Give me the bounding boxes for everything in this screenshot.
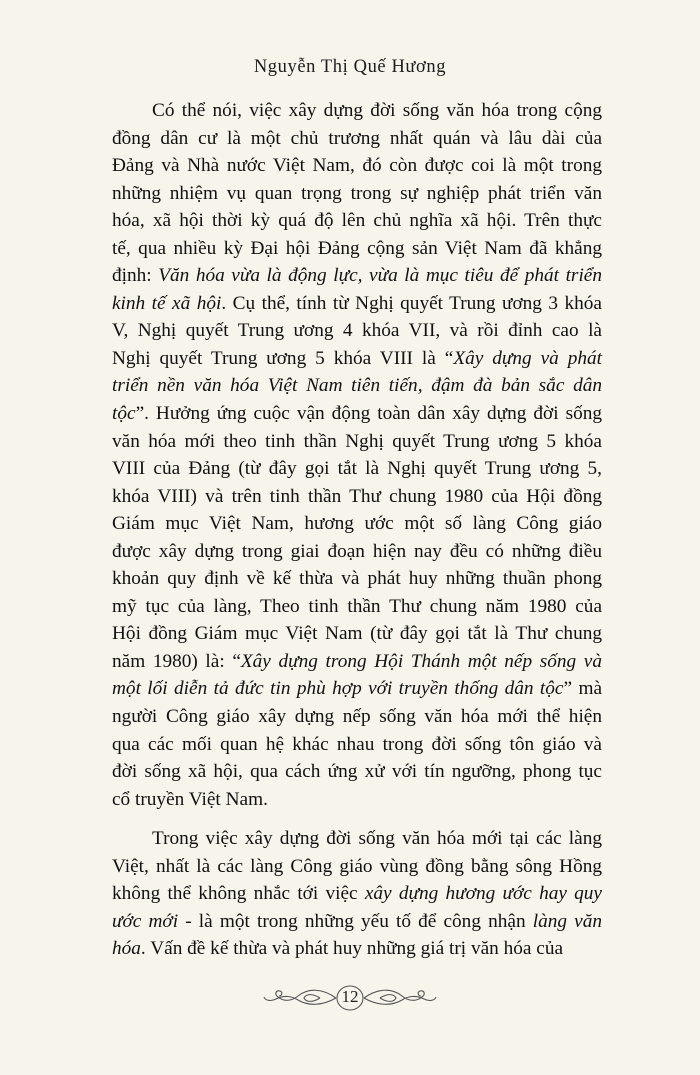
text-line [112, 428, 602, 456]
text-line [112, 400, 602, 428]
text-run: VIII của Đảng (từ đây gọi tắt là Nghị quyết Trung ương 5, [112, 458, 602, 480]
text-run: ” mà [563, 678, 602, 700]
italic-text: làng văn [532, 910, 602, 932]
text-run: . Cụ thể, tính từ Nghị quyết Trung ương 3 khóa [221, 292, 602, 314]
text-run: khoản quy định về kế thừa và phát huy những thuần phong [112, 568, 602, 590]
italic-text: triển nền văn hóa Việt Nam tiên tiến, đậm đà bản sắc dân [112, 375, 602, 397]
text-line [112, 620, 602, 648]
text-run: tế, qua nhiều kỳ Đại hội Đảng cộng sản Việt Nam đã khẳng [112, 237, 602, 259]
text-run: V, Nghị quyết Trung ương 4 khóa VII, và rồi đỉnh cao là [112, 320, 602, 342]
text-run: - là một trong những yếu tố để công nhận [178, 910, 533, 932]
text-run: không thể không nhắc tới việc [112, 883, 365, 905]
text-line [112, 483, 602, 511]
text-run: Đảng và Nhà nước Việt Nam, đó còn được coi là một trong [112, 155, 602, 177]
text-run: đồng dân cư là một chủ trương nhất quán và lâu dài của [112, 127, 602, 149]
text-run: cổ truyền Việt Nam. [112, 788, 268, 810]
text-line [112, 880, 602, 908]
text-run: khóa VIII) và trên tinh thần Thư chung 1980 của Hội đồng [112, 485, 602, 507]
page-number: 12 [341, 987, 359, 1006]
text-line [112, 853, 602, 881]
text-run: hóa, xã hội thời kỳ quá độ lên chủ nghĩa xã hội. Trên thực [112, 210, 602, 232]
text-line [112, 97, 602, 125]
text-run: đời sống xã hội, qua cách ứng xử với tín ngưỡng, phong tục [112, 761, 602, 783]
text-line [112, 908, 602, 936]
italic-text: ước mới [112, 910, 179, 932]
paragraph [112, 825, 602, 963]
text-run: . Vấn đề kế thừa và phát huy những giá trị văn hóa của [140, 938, 564, 960]
text-line [112, 510, 602, 538]
text-run: mỹ tục của làng, Theo tinh thần Thư chung năm 1980 của [112, 595, 602, 617]
text-line [112, 455, 602, 483]
italic-text: xây dựng hương ước hay quy [364, 883, 602, 905]
italic-text: tộc [112, 403, 136, 425]
text-line [112, 235, 602, 263]
italic-text: kinh tế xã hội [112, 292, 222, 314]
text-line [112, 125, 602, 153]
text-run: năm 1980) là: “ [112, 650, 241, 672]
body-text [112, 97, 602, 963]
text-line [112, 372, 602, 400]
text-line [112, 731, 602, 759]
text-line [112, 538, 602, 566]
text-line [112, 345, 602, 373]
text-run: Giám mục Việt Nam, hương ước một số làng Công giáo [112, 513, 602, 535]
text-run: Việt, nhất là các làng Công giáo vùng đồng bằng sông Hồng [112, 855, 602, 877]
paragraph [112, 97, 602, 813]
text-run: người Công giáo xây dựng nếp sống văn hóa mới thể hiện [112, 706, 602, 728]
text-run: những nhiệm vụ quan trọng trong sự nghiệp phát triển văn [112, 182, 602, 204]
text-run: Có thể nói, việc xây dựng đời sống văn hóa trong cộng [152, 100, 602, 121]
text-run: định: [112, 265, 159, 287]
text-line [112, 648, 602, 676]
text-line [112, 593, 602, 621]
text-line [112, 703, 602, 731]
text-line [112, 786, 602, 814]
text-line [112, 825, 602, 853]
italic-text: Xây dựng và phát [453, 347, 602, 369]
running-head-author: Nguyễn Thị Quế Hương [253, 57, 447, 77]
italic-text: hóa [112, 938, 141, 960]
text-run: Trong việc xây dựng đời sống văn hóa mới tại các làng [152, 828, 602, 850]
text-run: Hội đồng Giám mục Việt Nam (từ đây gọi tắt là Thư chung [112, 623, 602, 645]
italic-text: Xây dựng trong Hội Thánh một nếp sống và [240, 650, 602, 672]
text-line [112, 290, 602, 318]
italic-text: Văn hóa vừa là động lực, vừa là mục tiêu để phát triển [158, 265, 602, 287]
text-line [112, 758, 602, 786]
text-line [112, 262, 602, 290]
text-run: Nghị quyết Trung ương 5 khóa VIII là “ [112, 347, 454, 369]
text-line [112, 180, 602, 208]
italic-text: một lối diễn tả đức tin phù hợp với truyền thống dân tộc [112, 678, 564, 700]
text-run: văn hóa mới theo tinh thần Nghị quyết Trung ương 5 khóa [112, 430, 602, 452]
text-line [112, 152, 602, 180]
text-line [112, 675, 602, 703]
text-run: được xây dựng trong giai đoạn hiện nay đều có những điều [112, 540, 602, 562]
text-line [112, 207, 602, 235]
text-run: ”. Hưởng ứng cuộc vận động toàn dân xây dựng đời sống [135, 403, 602, 425]
text-line [112, 565, 602, 593]
text-line [112, 317, 602, 345]
text-line [112, 935, 602, 963]
text-run: qua các mối quan hệ khác nhau trong đời sống tôn giáo và [112, 733, 602, 755]
